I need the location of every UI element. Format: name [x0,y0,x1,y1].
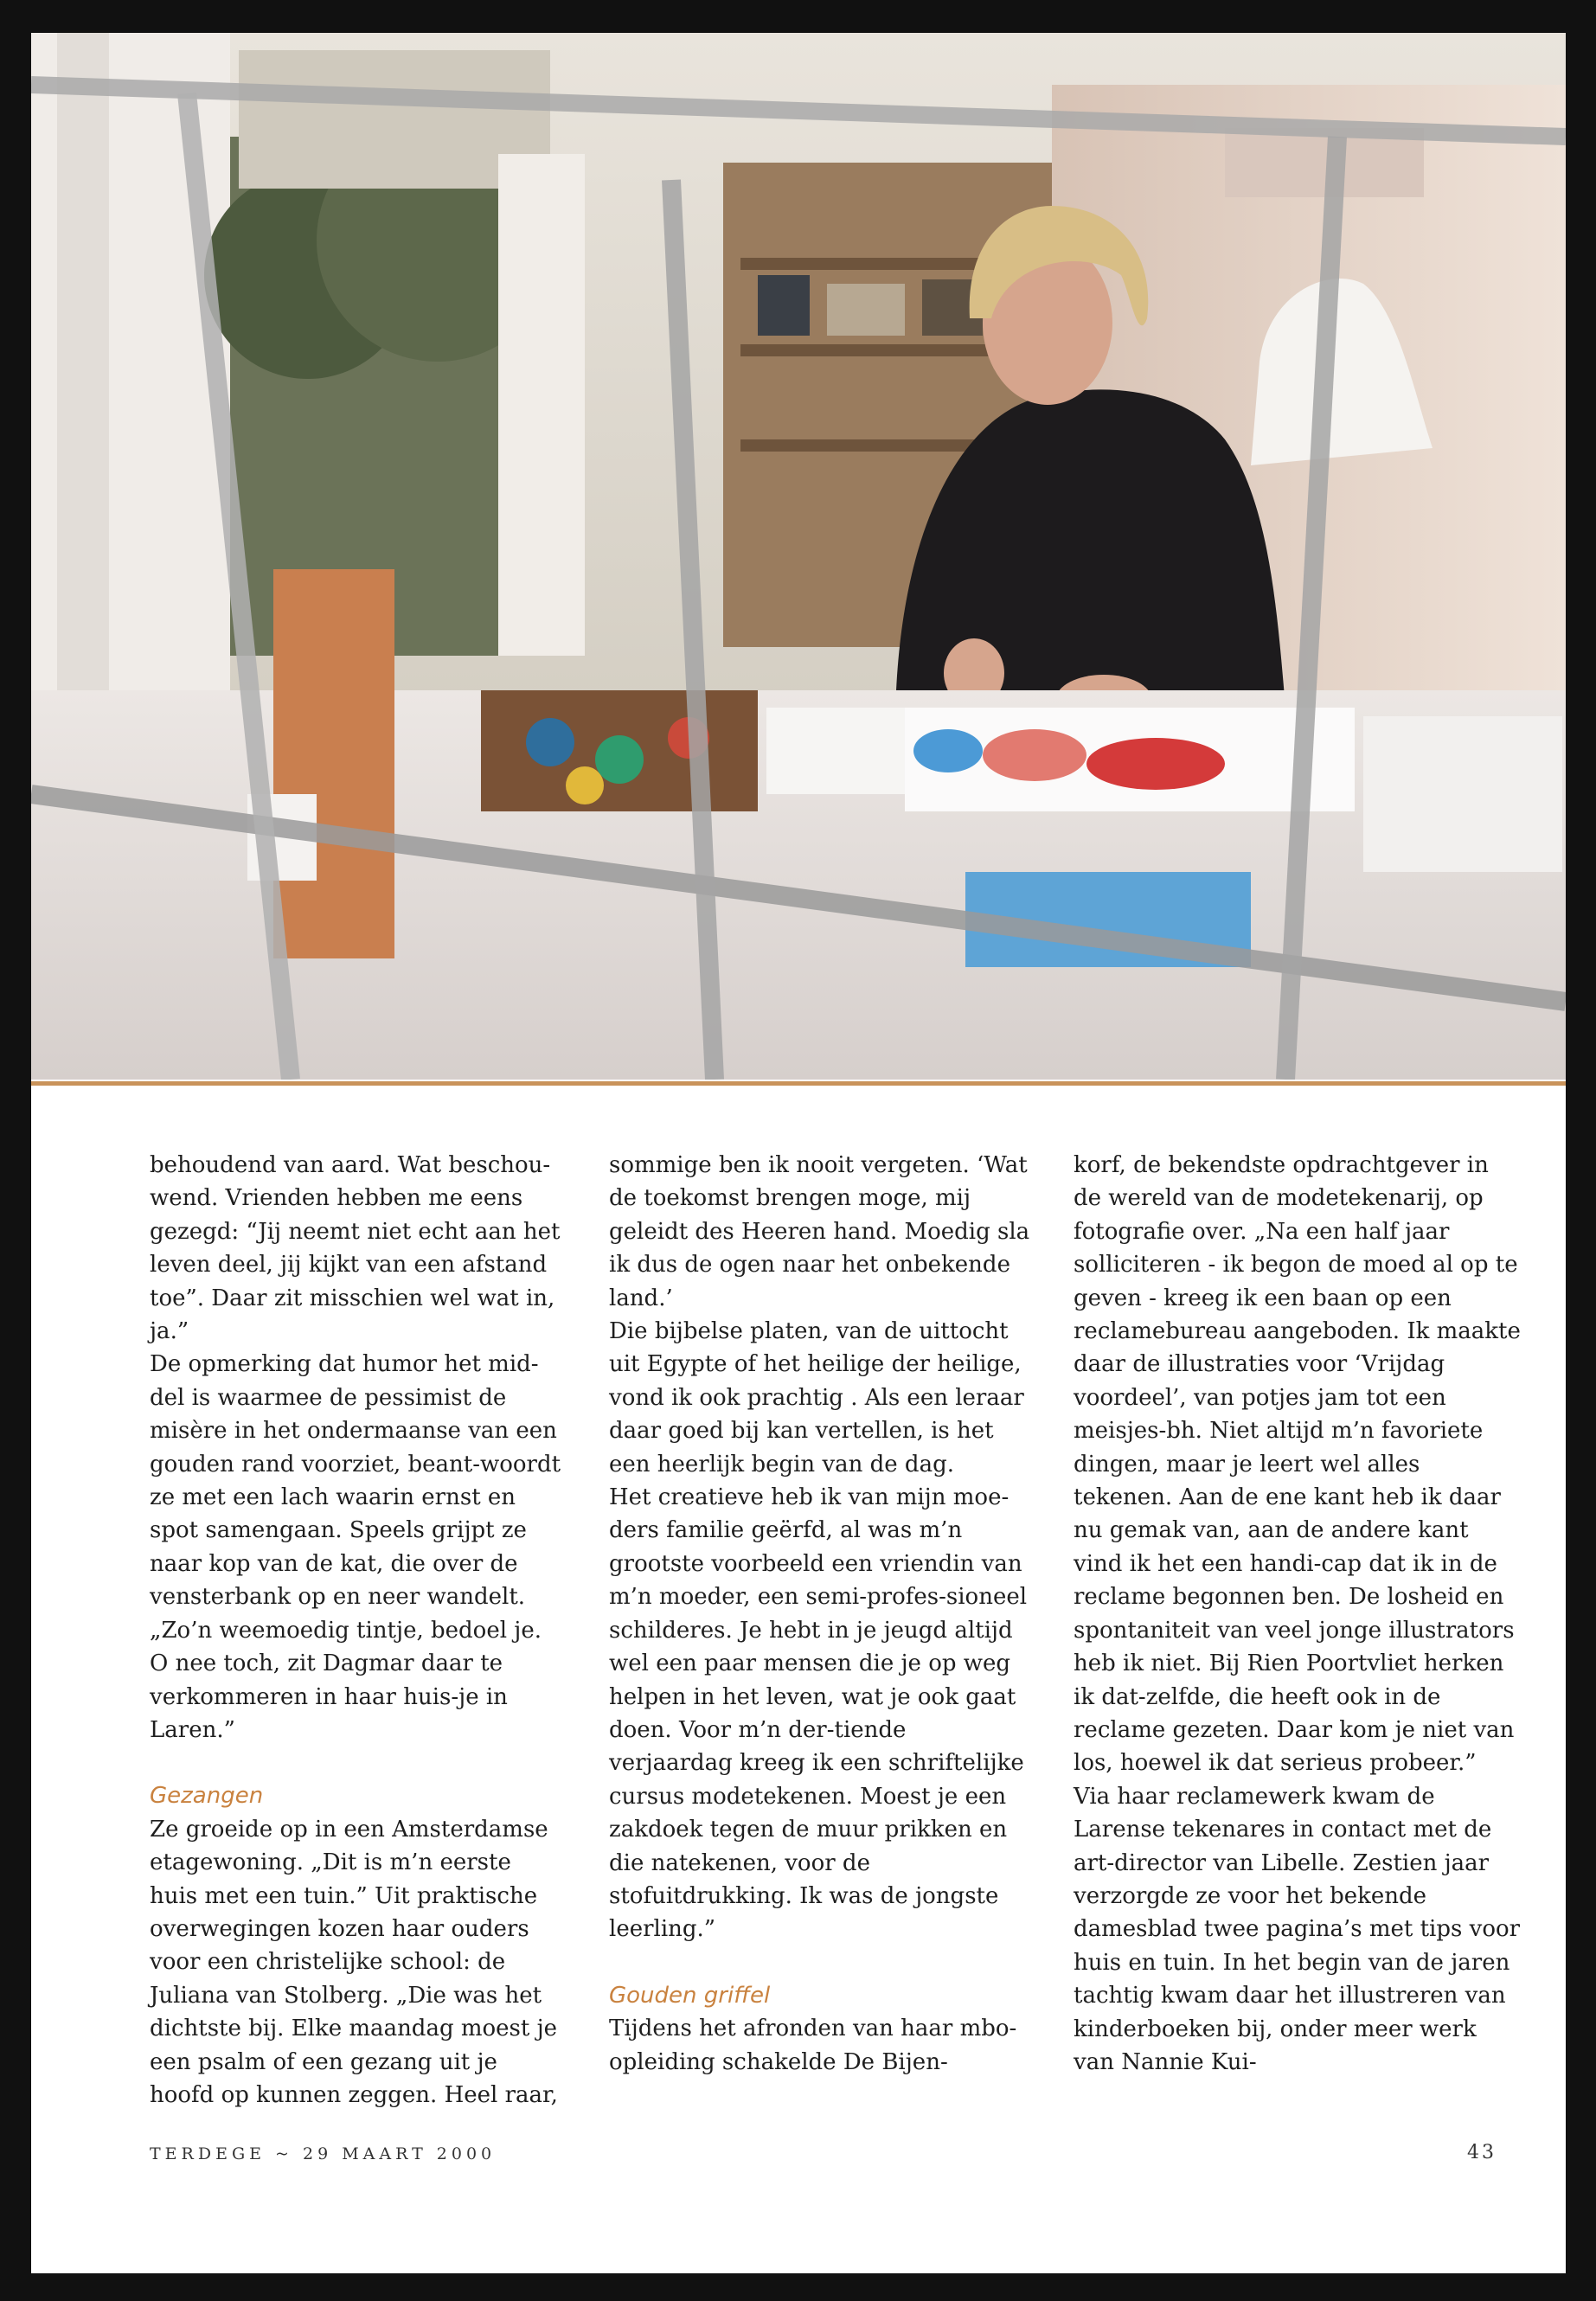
paragraph: Het creatieve heb ik van mijn moe-ders familie geërfd, al was m’n grootste voorbeeld een vriendin van m’n moeder, een semi-profes-sioneel schilderes. Je hebt in je jeugd altijd wel een paar mensen die je op weg helpen in het leven, wat je ook gaat doen. Voor m’n der-tiende verjaardag kreeg ik een schriftelijke cursus modetekenen. Moest je een zakdoek tegen de muur prikken en die natekenen, voor de stofuitdrukking. Ik was de jongste leerling.” [609,1484,1028,1943]
text-column-3 [1074,1149,1523,2079]
publication-footer: TERDEGE ~ 29 MAART 2000 [150,2144,497,2163]
subheading-gezangen: Gezangen [150,1783,264,1810]
text-column-1 [150,1149,565,2112]
paragraph: korf, de bekendste opdrachtgever in de wereld van de modetekenarij, op fotografie over. „Na een half jaar solliciteren - ik begon de moed al op te geven - kreeg ik een baan op een reclamebureau aangeboden. Ik maakte daar de illustraties voor ‘Vrijdag voordeel’, van potjes jam tot een meisjes-bh. Niet altijd m’n favoriete dingen, maar je leert wel alles tekenen. Aan de ene kant heb ik daar nu gemak van, aan de andere kant vind ik het een handi-cap dat ik in de reclame begonnen ben. De losheid en spontaniteit van veel jonge illustrators heb ik niet. Bij Rien Poortvliet herken ik dat-zelfde, die heeft ook in de reclame gezeten. Daar kom je niet van los, hoewel ik dat serieus probeer.” [1074,1152,1521,1777]
photo-divider-rule [31,1081,1566,1086]
woman-drawing-at-window-photo [31,33,1566,1080]
page-number: 43 [1467,2142,1497,2163]
magazine-page [31,33,1566,2273]
article-photo [31,33,1566,1080]
paragraph: Die bijbelse platen, van de uittocht uit Egypte of het heilige der heilige, vond ik ook prachtig . Als een leraar daar goed bij kan vertellen, is het een heerlijk begin van de dag. [609,1318,1024,1477]
subheading-gouden-griffel: Gouden griffel [609,1982,771,2009]
text-column-2 [609,1149,1033,2079]
paragraph: sommige ben ik nooit vergeten. ‘Wat de toekomst brengen moge, mij geleidt des Heeren hand. Moedig sla ik dus de ogen naar het onbekende land.’ [609,1152,1030,1311]
paragraph: Via haar reclamewerk kwam de Larense tekenares in contact met de art-director van Libelle. Zestien jaar verzorgde ze voor het bekende damesblad twee pagina’s met tips voor huis en tuin. In het begin van de jaren tachtig kwam daar het illustreren van kinderboeken bij, onder meer werk van Nannie Kui- [1074,1783,1521,2075]
paragraph: Tijdens het afronden van haar mbo-opleiding schakelde De Bijen- [609,2016,1017,2075]
paragraph: behoudend van aard. Wat beschou-wend. Vrienden hebben me eens gezegd: “Jij neemt niet echt aan het leven deel, jij kijkt van een afstand toe”. Daar zit misschien wel wat in, ja.” [150,1152,561,1345]
paragraph: Ze groeide op in een Amsterdamse etagewoning. „Dit is m’n eerste huis met een tuin.” Uit praktische overwegingen kozen haar ouders voor een christelijke school: de Juliana van Stolberg. „Die was het dichtste bij. Elke maandag moest je een psalm of een gezang uit je hoofd op kunnen zeggen. Heel raar, [150,1816,558,2108]
paragraph: De opmerking dat humor het mid-del is waarmee de pessimist de misère in het ondermaanse van een gouden rand voorziet, beant-woordt ze met een lach waarin ernst en spot samengaan. Speels grijpt ze naar kop van de kat, die over de vensterbank op en neer wandelt. „Zo’n weemoedig tintje, bedoel je. O nee toch, zit Dagmar daar te verkommeren in haar huis-je in Laren.” [150,1351,561,1743]
